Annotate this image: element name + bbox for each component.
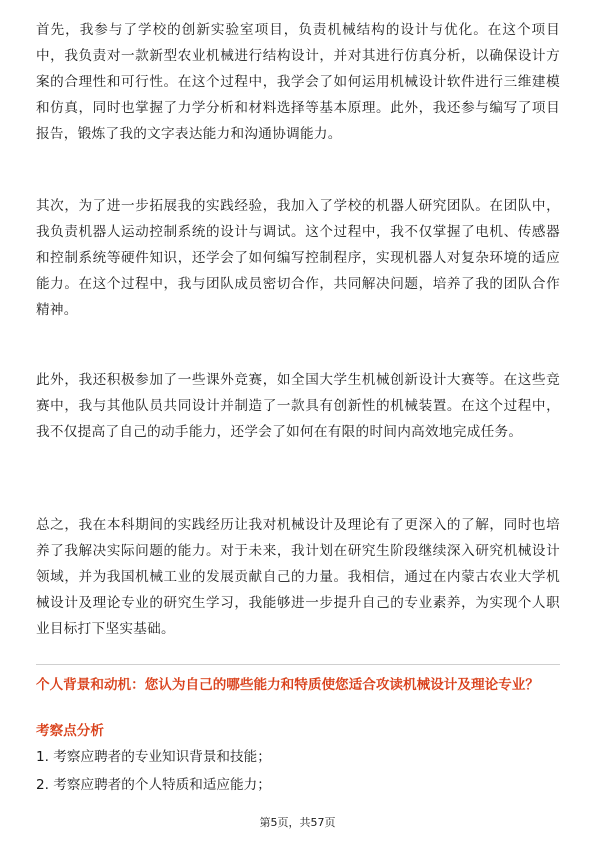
body-paragraph: 总之，我在本科期间的实践经历让我对机械设计及理论有了更深入的了解，同时也培养了我解决实际问题的能力。对于未来，我计划在研究生阶段继续深入研究机械设计领域，并为我国机械工业的发展贡献自己的力量。我相信，通过在内蒙古农业大学机械设计及理论专业的研究生学习，我能够进一步提升自己的专业素养，为实现个人职业目标打下坚实基础。 (36, 517, 560, 637)
body-paragraph: 此外，我还积极参加了一些课外竞赛，如全国大学生机械创新设计大赛等。在这些竞赛中，我与其他队员共同设计并制造了一款具有创新性的机械装置。在这个过程中，我不仅提高了自己的动手能力，还学会了如何在有限的时间内高效地完成任务。 (36, 372, 560, 440)
page-number: 第5页，共57页 (259, 816, 336, 829)
body-paragraph: 首先，我参与了学校的创新实验室项目，负责机械结构的设计与优化。在这个项目中，我负责对一款新型农业机械进行结构设计，并对其进行仿真分析，以确保设计方案的合理性和可行性。在这个过程中，我学会了如何运用机械设计软件进行三维建模和仿真，同时也掌握了力学分析和材料选择等基本原理。此外，我还参与编写了项目报告，锻炼了我的文字表达能力和沟通协调能力。 (36, 22, 560, 142)
analysis-point: 1. 考察应聘者的专业知识背景和技能； (36, 749, 271, 765)
interview-question: 个人背景和动机：您认为自己的哪些能力和特质使您适合攻读机械设计及理论专业？ (36, 677, 539, 693)
analysis-heading: 考察点分析 (36, 723, 104, 739)
analysis-point: 2. 考察应聘者的个人特质和适应能力； (36, 777, 271, 793)
section-divider (36, 664, 560, 665)
body-paragraph: 其次，为了进一步拓展我的实践经验，我加入了学校的机器人研究团队。在团队中，我负责机器人运动控制系统的设计与调试。这个过程中，我不仅掌握了电机、传感器和控制系统等硬件知识，还学会了如何编写控制程序，实现机器人对复杂环境的适应能力。在这个过程中，我与团队成员密切合作，共同解决问题，培养了我的团队合作精神。 (36, 198, 560, 318)
